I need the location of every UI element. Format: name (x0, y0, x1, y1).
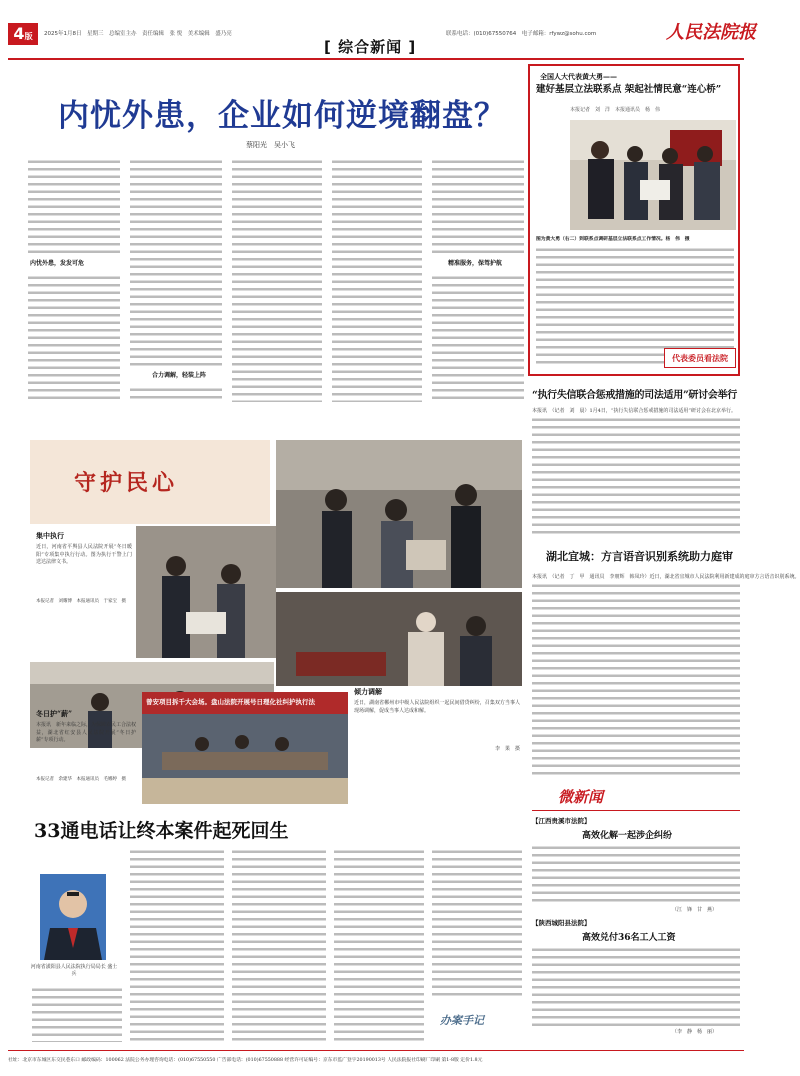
lead-byline: 蔡阳光 吴小飞 (246, 141, 295, 149)
feature-spread (30, 440, 522, 804)
weixin-item2-credit: （李 静 杨 丽） (672, 1029, 718, 1035)
box-badge: 代表委员看法院 (664, 348, 736, 368)
feature-title-panel (30, 440, 270, 524)
contact-line: 联系电话：(010)67550764 电子邮箱：rfywz@sohu.com (446, 31, 597, 37)
lead-title: 内忧外患，企业如何逆境翻盘？ (58, 98, 506, 134)
weixin-item1-credit: （江 锋 甘 燕） (672, 907, 718, 913)
news-dialect (528, 548, 800, 782)
lead-subhead-3: 精准服务，保驾护航 (448, 260, 503, 267)
box-byline: 本报记者 刘 洋 本报通讯员 杨 伟 (570, 107, 661, 113)
weixin-item2-head: 【陕西城阳县法院】 (532, 919, 591, 927)
footer-text: 社址：北京市东城区东交民巷东口 邮政编码：100062 法院公务办理咨询电话：(010)67550550 广告部电话：(010)67550888 经营许可证编号：京东市监广登字20190013号 人民法院报社印刷厂印刷 第1-8版 定价1.8元 (8, 1058, 483, 1063)
weixin-item1-head: 【江西贵溪市法院】 (532, 817, 591, 825)
feature-right-caption: 倾力调解 近日，湖南省郴州市中级人民法院组织一起民间借贷纠纷，召集双方当事人现场调解，促成当事人达成和解。 李 果 摄 (354, 687, 520, 752)
weixin-item2-title: 高效兑付36名工人工资 (582, 933, 676, 943)
page-footer (8, 1050, 744, 1070)
date-line: 2025年1月8日 星期三 总编室主办 责任编辑 张 悦 美术编辑 盛乃亮 (44, 31, 232, 37)
footer-badge: 办案手记 (440, 1014, 484, 1027)
feature-banner-photo (142, 692, 348, 804)
header-rule (8, 58, 744, 60)
portrait-caption: 河南省潢阳县人民法院执行局局长 盛士兵 (30, 964, 118, 977)
weixin-title: 微新闻 (558, 788, 604, 806)
feature-center-photo (276, 592, 522, 686)
feature-bottom-caption: 冬日护“薪” 本报讯 新年来临之际，为保障农民工合法权益，湖北省红安县人民法院开展“冬日护薪”专项行动。 本报记者 余建华 本报通讯员 毛娜婷 摄 (36, 709, 137, 782)
box-title: 建好基层立法联系点 架起社情民意“连心桥” (536, 84, 722, 95)
news1-lead: 本报讯 （记者 刘 晨）1月4日，“执行失信联合惩戒措施的司法适用”研讨会在北京举行。 (532, 408, 736, 414)
news2-lead: 本报讯 （记者 丁 甲 通讯员 李朋辉 韩凤玲）近日，湖北省宜城市人民法院利用新建成的庭审方言语音识别系统。 (532, 574, 800, 580)
portrait-photo (40, 874, 106, 960)
feature-title: 守护民心 (74, 470, 179, 496)
box-photo (570, 120, 736, 230)
weixin-item1-title: 高效化解一起涉企纠纷 (582, 831, 673, 841)
lead-story (28, 66, 528, 420)
lead-subhead-2: 合力调解，轻装上阵 (152, 372, 207, 379)
bottom-story (30, 812, 524, 1046)
feature-top-photo (276, 440, 522, 588)
news2-title: 湖北宜城：方言语音识别系统助力庭审 (546, 550, 733, 563)
deputy-box (528, 64, 740, 376)
bottom-title: 33通电话让终本案件起死回生 (34, 820, 289, 842)
box-kicker: 全国人大代表黄大勇—— (540, 72, 617, 81)
page-number-badge: 4版 (8, 23, 38, 45)
box-photo-caption: 图为黄大勇（右二）到联系点调研基层立法联系点工作情况。杨 伟 摄 (536, 236, 690, 242)
feature-left-photo (136, 526, 276, 658)
news1-title: “执行失信联合惩戒措施的司法适用”研讨会举行 (532, 390, 737, 401)
page-header (8, 18, 756, 62)
micro-news (532, 786, 742, 1046)
banner-text: 曾安项目拆千大会场。盘山法院开展号日理化社纠护执行法 (146, 698, 315, 706)
news-seminar (528, 380, 742, 542)
feature-left-caption: 集中执行 近日，河南省平舆县人民法院开展“冬日暖阳”专项集中执行行动。图为执行干警上门送达法律文书。 本报记者 刘耀博 本报通讯员 于家宝 摄 (36, 531, 132, 604)
masthead-logo: 人民法院报 (666, 22, 756, 43)
section-title: [ 综合新闻 ] (324, 38, 417, 56)
lead-subhead-1: 内忧外患，发发可危 (30, 260, 85, 267)
